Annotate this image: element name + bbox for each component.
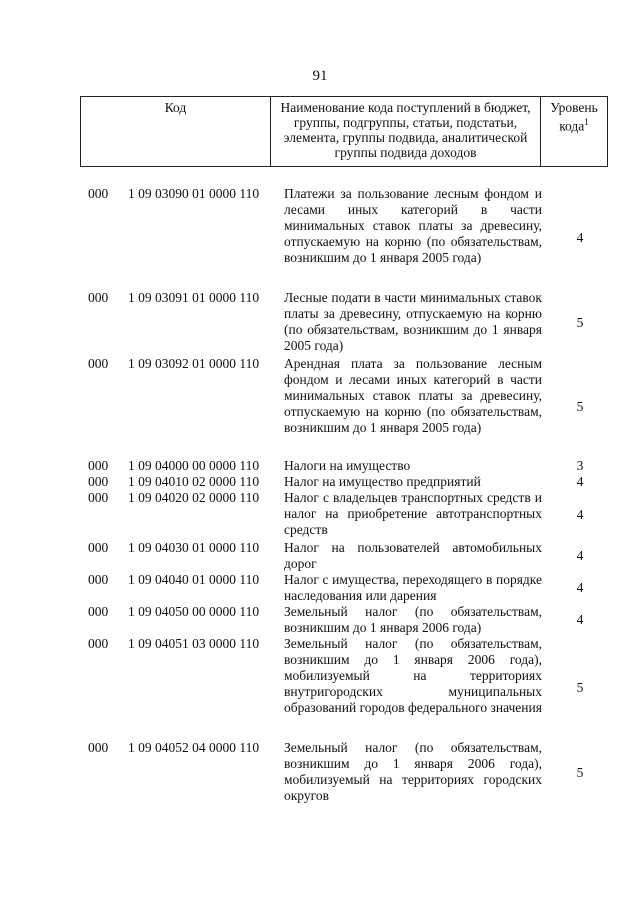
row-level: 4 <box>576 474 584 489</box>
row-admin: 000 <box>88 356 109 371</box>
table-row <box>0 290 640 356</box>
table-row <box>0 474 640 490</box>
table-row <box>0 490 640 540</box>
row-code: 1 09 04040 01 0000 110 <box>128 572 260 587</box>
table-row <box>0 540 640 572</box>
page-number: 91 <box>312 68 328 84</box>
row-admin: 000 <box>88 604 109 619</box>
header-level-footnote: 1 <box>584 117 589 127</box>
row-text: Налоги на имущество <box>284 458 411 473</box>
row-admin: 000 <box>88 290 109 305</box>
table-row <box>0 604 640 636</box>
row-level: 5 <box>576 765 584 780</box>
row-text: Налог на пользователей автомобильных дорог <box>284 540 542 571</box>
row-admin: 000 <box>88 474 109 489</box>
row-text: Налог с имущества, переходящего в порядке наследования или дарения <box>284 572 542 603</box>
row-level: 5 <box>576 399 584 414</box>
row-level: 4 <box>576 612 584 627</box>
row-text: Платежи за пользование лесным фондом и лесами иных категорий в части минимальных ставок платы за древесину, отпускаемую на корню (по обязательствам, возникшим до 1 января 2005 года) <box>284 186 542 265</box>
row-level: 4 <box>576 580 584 595</box>
row-text: Арендная плата за пользование лесным фондом и лесами иных категорий в части минимальных ставок платы за древесину, отпускаемую на корню (по обязательствам, возникшим до 1 января 2005 года) <box>284 356 542 435</box>
row-code: 1 09 04050 00 0000 110 <box>128 604 260 619</box>
row-admin: 000 <box>88 490 109 505</box>
row-code: 1 09 03091 01 0000 110 <box>128 290 260 305</box>
table-row <box>0 458 640 474</box>
row-level: 5 <box>576 680 584 695</box>
row-text: Земельный налог (по обязательствам, возникшим до 1 января 2006 года), мобилизуемый на территориях внутригородских муниципальных образований городов федерального значения <box>284 636 542 715</box>
header-kod: Код <box>81 97 271 166</box>
row-code: 1 09 04020 02 0000 110 <box>128 490 260 505</box>
row-level: 4 <box>576 548 584 563</box>
row-text: Лесные подати в части минимальных ставок платы за древесину, отпускаемую на корню (по обязательствам, возникшим до 1 января 2005 года) <box>284 290 542 353</box>
row-text: Налог на имущество предприятий <box>284 474 481 489</box>
row-admin: 000 <box>88 458 109 473</box>
table-row <box>0 572 640 604</box>
row-admin: 000 <box>88 186 109 201</box>
row-admin: 000 <box>88 636 109 651</box>
row-code: 1 09 04052 04 0000 110 <box>128 740 260 755</box>
row-code: 1 09 04000 00 0000 110 <box>128 458 260 473</box>
row-level: 4 <box>576 230 584 245</box>
row-level: 5 <box>576 315 584 330</box>
table-row <box>0 740 640 806</box>
row-level: 4 <box>576 507 584 522</box>
header-level-label: Уровень кода <box>550 100 598 134</box>
header-level <box>541 97 607 166</box>
row-code: 1 09 03092 01 0000 110 <box>128 356 260 371</box>
header-name: Наименование кода поступлений в бюджет, группы, подгруппы, статьи, подстатьи, элемента, группы подвида, аналитической группы подвида доходов <box>271 97 541 166</box>
table-row <box>0 186 640 290</box>
table-body <box>0 186 640 806</box>
table-row <box>0 356 640 458</box>
row-code: 1 09 03090 01 0000 110 <box>128 186 260 201</box>
table-header <box>80 96 608 167</box>
row-text: Налог с владельцев транспортных средств и налог на приобретение автотранспортных средств <box>284 490 542 537</box>
row-code: 1 09 04051 03 0000 110 <box>128 636 260 651</box>
row-admin: 000 <box>88 740 109 755</box>
row-admin: 000 <box>88 540 109 555</box>
row-text: Земельный налог (по обязательствам, возникшим до 1 января 2006 года), мобилизуемый на территориях городских округов <box>284 740 542 803</box>
row-text: Земельный налог (по обязательствам, возникшим до 1 января 2006 года) <box>284 604 542 635</box>
row-code: 1 09 04030 01 0000 110 <box>128 540 260 555</box>
row-level: 3 <box>576 458 584 473</box>
row-admin: 000 <box>88 572 109 587</box>
row-code: 1 09 04010 02 0000 110 <box>128 474 260 489</box>
table-row <box>0 636 640 740</box>
